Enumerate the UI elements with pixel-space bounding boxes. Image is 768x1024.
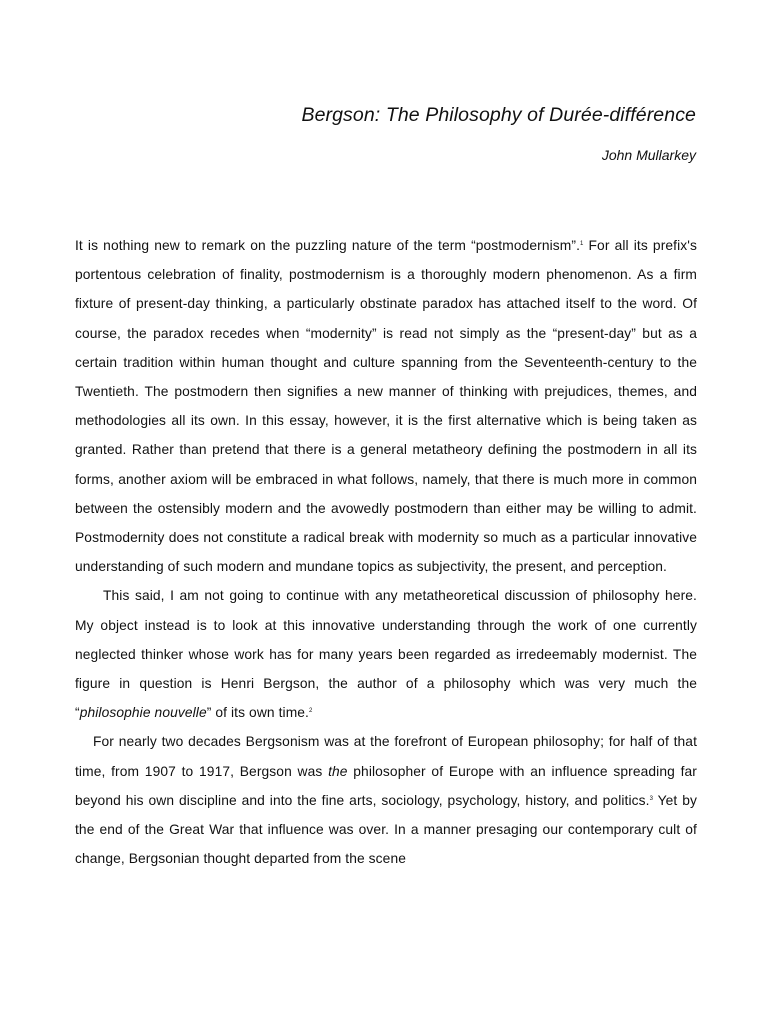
author-name: John Mullarkey — [601, 147, 696, 163]
text-segment: It is nothing new to remark on the puzzling nature of the term “postmodernism”. — [75, 238, 581, 253]
emphasis-philosophie-nouvelle: philosophie nouvelle — [79, 705, 207, 721]
text-segment: Yet by the end of the Great War that influence was over. In a manner presaging our contemporary cult of change, Bergsonian thought departed from the scene — [75, 792, 697, 867]
text-segment: For all its prefix's portentous celebration of finality, postmodernism is a thoroughly modern phenomenon. As a firm fixture of present-day thinking, a particularly obstinate paradox has attached itself to the word. Of course, the paradox recedes when “modernity” is read not simply as the “present-day” but as a certain tradition within human thought and culture spanning from the Seventeenth-century to the Twentieth. The postmodern then signifies a new manner of thinking with prejudices, themes, and methodologies all its own. In this essay, however, it is the first alternative which is being taken as granted. Rather than pretend that there is a general metatheory defining the postmodern in all its forms, another axiom will be embraced in what follows, namely, that there is much more in common between the ostensibly modern and the avowedly postmodern than either may be willing to admit. Postmodernity does not constitute a radical break with modernity so much as a particular innovative understanding of such modern and mundane topics as subjectivity, the present, and perception. — [75, 238, 697, 575]
footnote-ref-3: 3 — [649, 795, 653, 802]
text-segment: This said, I am not going to continue with any metatheoretical discussion of philosophy here. My object instead is to look at this innovative understanding through the work of one currently neglected thinker whose work has for many years been regarded as irredeemably modernist. The figure in question is Henri Bergson, the author of a philosophy which was very much the “ — [75, 588, 697, 721]
text-segment: For nearly two decades Bergsonism was at the forefront of European philosophy; for half of that time, from 1907 to 1917, Bergson was — [75, 734, 697, 779]
body-text — [75, 231, 697, 873]
document-title: Bergson: The Philosophy of Durée-différence — [301, 104, 696, 126]
footnote-ref-1: 1 — [580, 241, 584, 247]
emphasis-the: the — [328, 763, 348, 779]
paragraph-3 — [75, 727, 697, 873]
paragraph-2 — [75, 581, 697, 727]
text-segment: ” of its own time. — [206, 705, 309, 721]
paragraph-1 — [75, 231, 697, 581]
text-segment: philosopher of Europe with an influence spreading far beyond his own discipline and into the fine arts, sociology, psychology, history, and politics. — [75, 763, 697, 808]
footnote-ref-2: 2 — [309, 708, 313, 715]
